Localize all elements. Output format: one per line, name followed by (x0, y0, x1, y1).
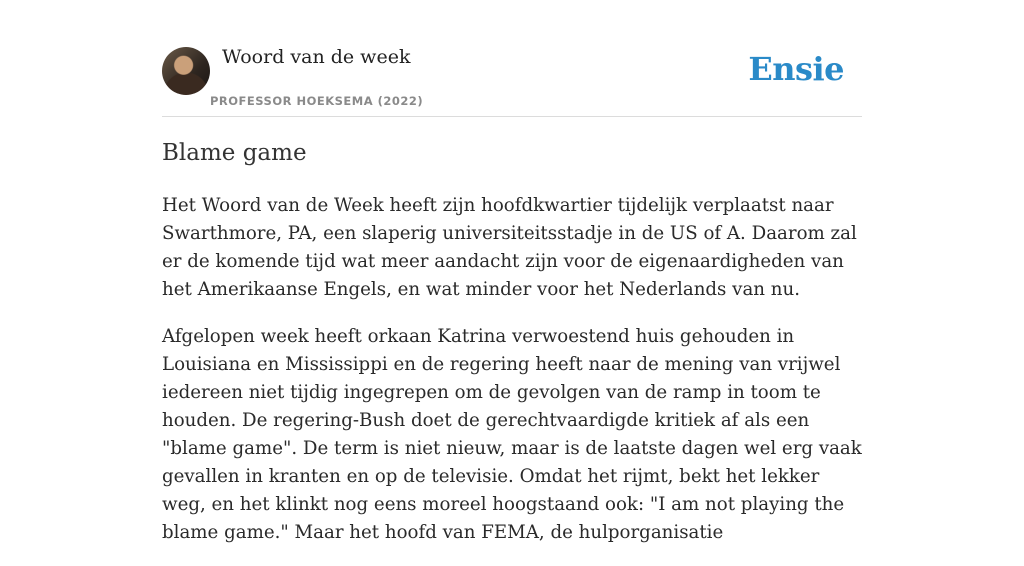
post-body (162, 192, 862, 566)
paragraph: Afgelopen week heeft orkaan Katrina verwoestend huis gehouden in Louisiana en Mississippi en de regering heeft naar de mening van vrijwel iedereen niet tijdig ingegrepen om de gevolgen van de ramp in toom te houden. De regering-Bush doet de gerechtvaardigde kritiek af als een "blame game". De term is niet nieuw, maar is de laatste dagen wel erg vaak gevallen in kranten en op de televisie. Omdat het rijmt, bekt het lekker weg, en het klinkt nog eens moreel hoogstaand ook: "I am not playing the blame game." Maar het hoofd van FEMA, de hulporganisatie (162, 326, 862, 543)
blog-header (162, 46, 862, 117)
paragraph: Het Woord van de Week heeft zijn hoofdkwartier tijdelijk verplaatst naar Swarthmore, PA, een slaperig universiteitsstadje in de US of A. Daarom zal er de komende tijd wat meer aandacht zijn voor de eigenaardigheden van het Amerikaanse Engels, en wat minder voor het Nederlands van nu. (162, 195, 857, 300)
author-name[interactable]: PROFESSOR HOEKSEMA (2022) (210, 94, 424, 108)
author-avatar[interactable] (162, 47, 210, 95)
post-title: Blame game (162, 140, 307, 166)
ensie-logo[interactable]: Ensie (748, 50, 844, 88)
blog-title[interactable]: Woord van de week (222, 46, 411, 68)
